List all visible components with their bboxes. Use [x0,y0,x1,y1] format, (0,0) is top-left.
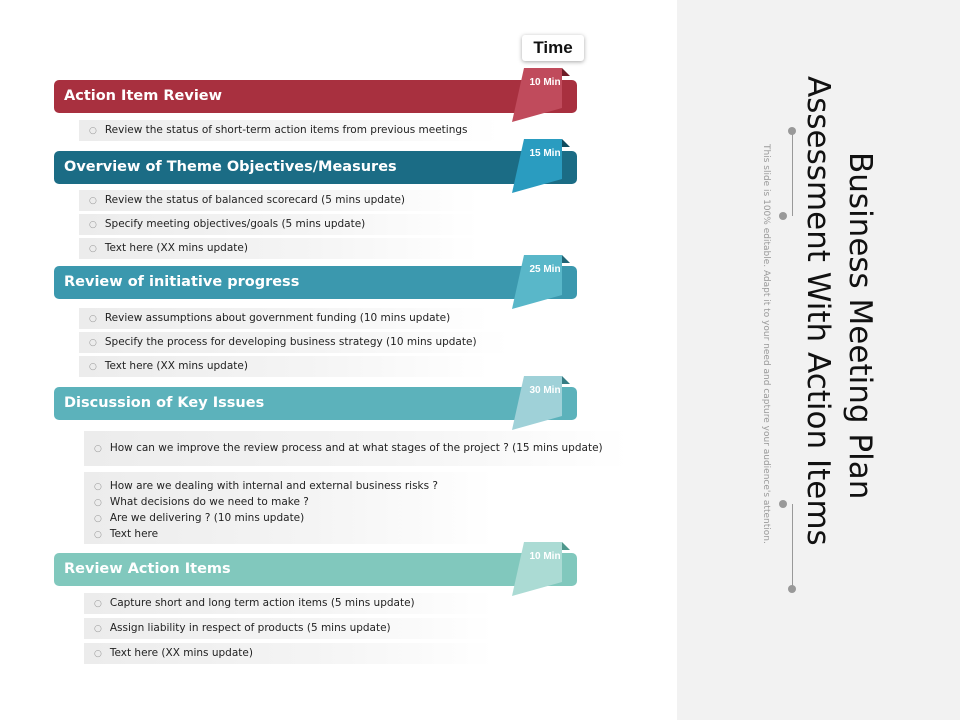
time-label: 30 Min [529,385,561,396]
bullet-icon: ○ [89,220,97,230]
item-text: Are we delivering ? (10 mins update) [109,512,305,524]
item-text: Review the status of short-term action items from previous meetings [104,124,468,136]
list-item [79,356,489,377]
list-item [79,214,479,235]
bullet-icon: ○ [94,498,102,508]
time-column-label: Time [522,35,584,61]
time-label: 15 Min [529,148,561,159]
time-ribbon [512,542,570,598]
decorative-dot [779,212,787,220]
item-text: Specify meeting objectives/goals (5 mins update) [104,218,366,230]
section-header-key-issues: Discussion of Key Issues [54,387,577,420]
time-label: 10 Min [529,551,561,562]
item-text: Capture short and long term action items (5 mins update) [109,597,415,609]
item-text: Specify the process for developing business strategy (10 mins update) [104,336,477,348]
bullet-icon: ○ [89,362,97,372]
page-subtitle: This slide is 100% editable. Adapt it to your need and capture your audience's attention. [761,144,771,544]
bullet-icon: ○ [94,624,102,634]
list-item [79,308,489,329]
bullet-icon: ○ [94,649,102,659]
bullet-icon: ○ [94,530,102,540]
bullet-icon: ○ [94,482,102,492]
decorative-dot [788,127,796,135]
item-text: Assign liability in respect of products (5 mins update) [109,622,391,634]
decorative-line [792,131,793,216]
list-item [79,332,509,353]
bullet-icon: ○ [94,444,102,454]
list-item [84,643,494,664]
item-text: Text here (XX mins update) [109,647,253,659]
list-item [79,238,479,259]
time-label: 10 Min [529,77,561,88]
item-text: Review the status of balanced scorecard (5 mins update) [104,194,406,206]
item-text: Text here (XX mins update) [104,360,248,372]
list-item [84,431,629,466]
list-item [79,190,479,211]
decorative-dot [779,500,787,508]
page-title-line-2: Assessment With Action Items [800,76,836,546]
bullet-icon: ○ [89,126,97,136]
bullet-icon: ○ [89,314,97,324]
time-label: 25 Min [529,264,561,275]
item-text: How can we improve the review process and at what stages of the project ? (15 mins update) [109,442,603,454]
list-item [84,593,494,614]
item-text: How are we dealing with internal and external business risks ? [109,480,438,492]
bullet-icon: ○ [89,244,97,254]
item-text: Text here [109,528,159,540]
decorative-line [792,504,793,589]
list-item [84,618,494,639]
bullet-icon: ○ [89,196,97,206]
bullet-icon: ○ [94,514,102,524]
bullet-icon: ○ [89,338,97,348]
decorative-dot [788,585,796,593]
section-header-theme-objectives: Overview of Theme Objectives/Measures [54,151,577,184]
page-title-line-1: Business Meeting Plan [842,152,878,500]
time-ribbon [512,139,570,195]
bullet-icon: ○ [94,599,102,609]
time-ribbon [512,68,570,124]
item-text: Review assumptions about government funding (10 mins update) [104,312,451,324]
list-item [79,120,499,141]
item-text: Text here (XX mins update) [104,242,248,254]
section-header-initiative-progress: Review of initiative progress [54,266,577,299]
list-item-group [84,472,494,544]
time-ribbon [512,255,570,311]
item-text: What decisions do we need to make ? [109,496,309,508]
time-ribbon [512,376,570,432]
section-header-action-item-review: Action Item Review [54,80,577,113]
section-header-review-action-items: Review Action Items [54,553,577,586]
